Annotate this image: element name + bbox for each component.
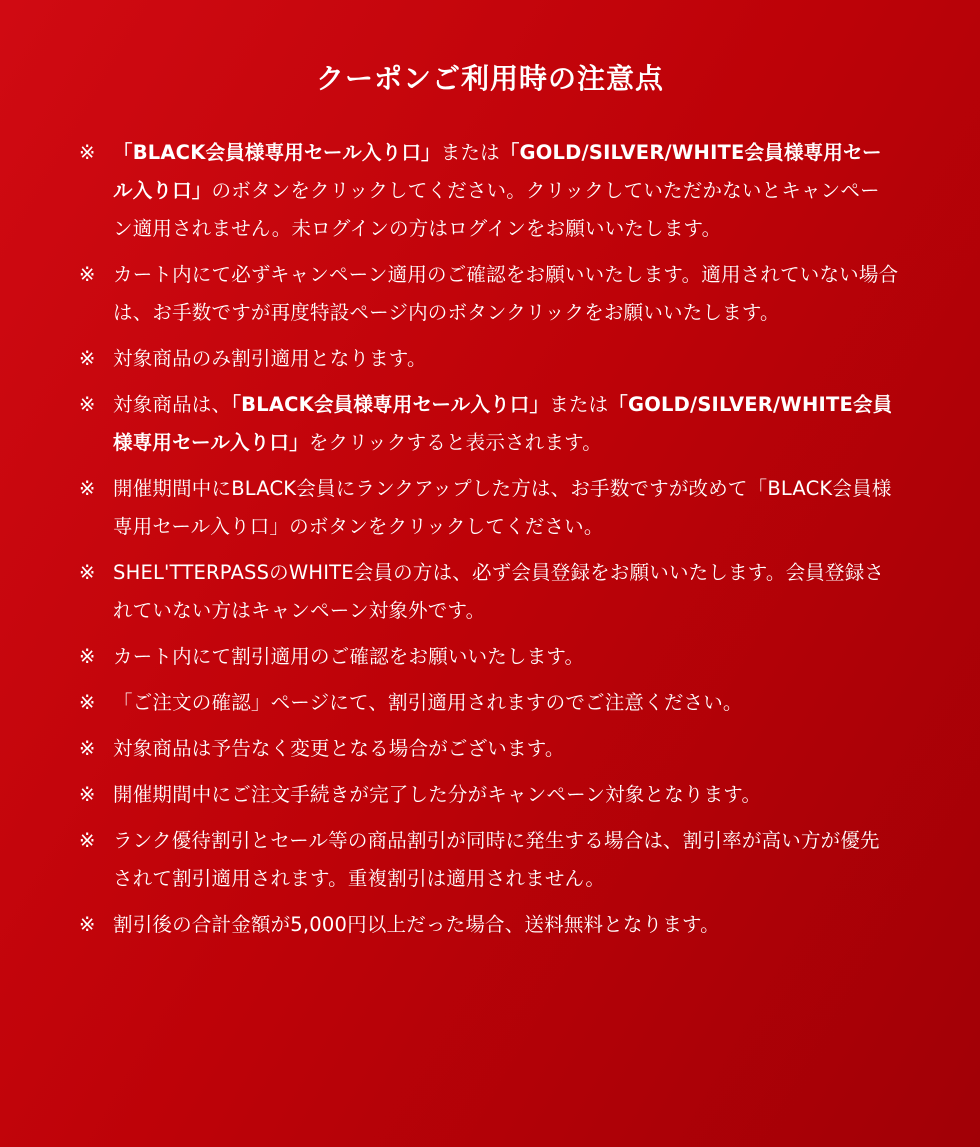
note-text bbox=[113, 256, 899, 332]
note-text-segment: 対象商品は、 bbox=[113, 393, 232, 416]
note-item bbox=[79, 134, 899, 248]
note-text-segment: 割引後の合計金額が5,000円以上だった場合、送料無料となります。 bbox=[113, 913, 720, 936]
note-mark: ※ bbox=[79, 393, 96, 416]
note-text-emphasis: 「GOLD/SILVER/WHITE会員様専用セール入り口」 bbox=[113, 393, 893, 454]
note-text-emphasis: 「BLACK会員様専用セール入り口」 bbox=[231, 393, 550, 416]
note-mark: ※ bbox=[79, 263, 96, 286]
note-mark: ※ bbox=[79, 913, 96, 936]
note-text-segment: 対象商品は予告なく変更となる場合がございます。 bbox=[113, 737, 565, 760]
note-text bbox=[113, 386, 899, 462]
note-item bbox=[79, 638, 899, 676]
note-text bbox=[113, 776, 899, 814]
note-text bbox=[113, 554, 899, 630]
note-item bbox=[79, 730, 899, 768]
note-mark: ※ bbox=[79, 477, 96, 500]
note-text bbox=[113, 134, 899, 248]
note-text-segment: 開催期間中にBLACK会員にランクアップした方は、お手数ですが改めて「BLACK会員様専用セール入り口」のボタンをクリックしてください。 bbox=[113, 477, 892, 538]
note-text bbox=[113, 684, 899, 722]
note-text-segment: SHEL'TTERPASSのWHITE会員の方は、必ず会員登録をお願いいたします。会員登録されていない方はキャンペーン対象外です。 bbox=[113, 561, 885, 622]
note-text-emphasis: 「GOLD/SILVER/WHITE会員様専用セール入り口」 bbox=[113, 141, 882, 202]
note-text-segment: 対象商品のみ割引適用となります。 bbox=[113, 347, 427, 370]
note-text-segment: 「ご注文の確認」ページにて、割引適用されますのでご注意ください。 bbox=[113, 691, 743, 714]
note-mark: ※ bbox=[79, 737, 96, 760]
note-item bbox=[79, 256, 899, 332]
note-text-segment: または bbox=[440, 141, 500, 164]
note-text bbox=[113, 340, 899, 378]
note-text-segment: カート内にて必ずキャンペーン適用のご確認をお願いいたします。適用されていない場合は、お手数ですが再度特設ページ内のボタンクリックをお願いいたします。 bbox=[113, 263, 899, 324]
note-item bbox=[79, 470, 899, 546]
note-mark: ※ bbox=[79, 783, 96, 806]
note-item bbox=[79, 386, 899, 462]
note-mark: ※ bbox=[79, 347, 96, 370]
note-text bbox=[113, 906, 899, 944]
note-text-emphasis: 「BLACK会員様専用セール入り口」 bbox=[113, 141, 441, 164]
note-text bbox=[113, 638, 899, 676]
note-text-segment: のボタンをクリックしてください。クリックしていただかないとキャンペーン適用されません。未ログインの方はログインをお願いいたします。 bbox=[113, 179, 880, 240]
note-text bbox=[113, 822, 899, 898]
note-mark: ※ bbox=[79, 561, 96, 584]
note-mark: ※ bbox=[79, 645, 96, 668]
note-text-segment: ランク優待割引とセール等の商品割引が同時に発生する場合は、割引率が高い方が優先されて割引適用されます。重複割引は適用されません。 bbox=[113, 829, 880, 890]
note-text-segment: カート内にて割引適用のご確認をお願いいたします。 bbox=[113, 645, 585, 668]
note-item bbox=[79, 776, 899, 814]
note-item bbox=[79, 340, 899, 378]
note-text-segment: または bbox=[549, 393, 609, 416]
note-text bbox=[113, 730, 899, 768]
note-mark: ※ bbox=[79, 141, 96, 164]
note-item bbox=[79, 554, 899, 630]
note-text-segment: 開催期間中にご注文手続きが完了した分がキャンペーン対象となります。 bbox=[113, 783, 762, 806]
note-item bbox=[79, 906, 899, 944]
note-mark: ※ bbox=[79, 691, 96, 714]
note-item bbox=[79, 684, 899, 722]
note-item bbox=[79, 822, 899, 898]
notes-list bbox=[79, 134, 899, 952]
note-text-segment: をクリックすると表示されます。 bbox=[308, 431, 603, 454]
page-title: クーポンご利用時の注意点 bbox=[315, 61, 664, 95]
note-mark: ※ bbox=[79, 829, 96, 852]
note-text bbox=[113, 470, 899, 546]
